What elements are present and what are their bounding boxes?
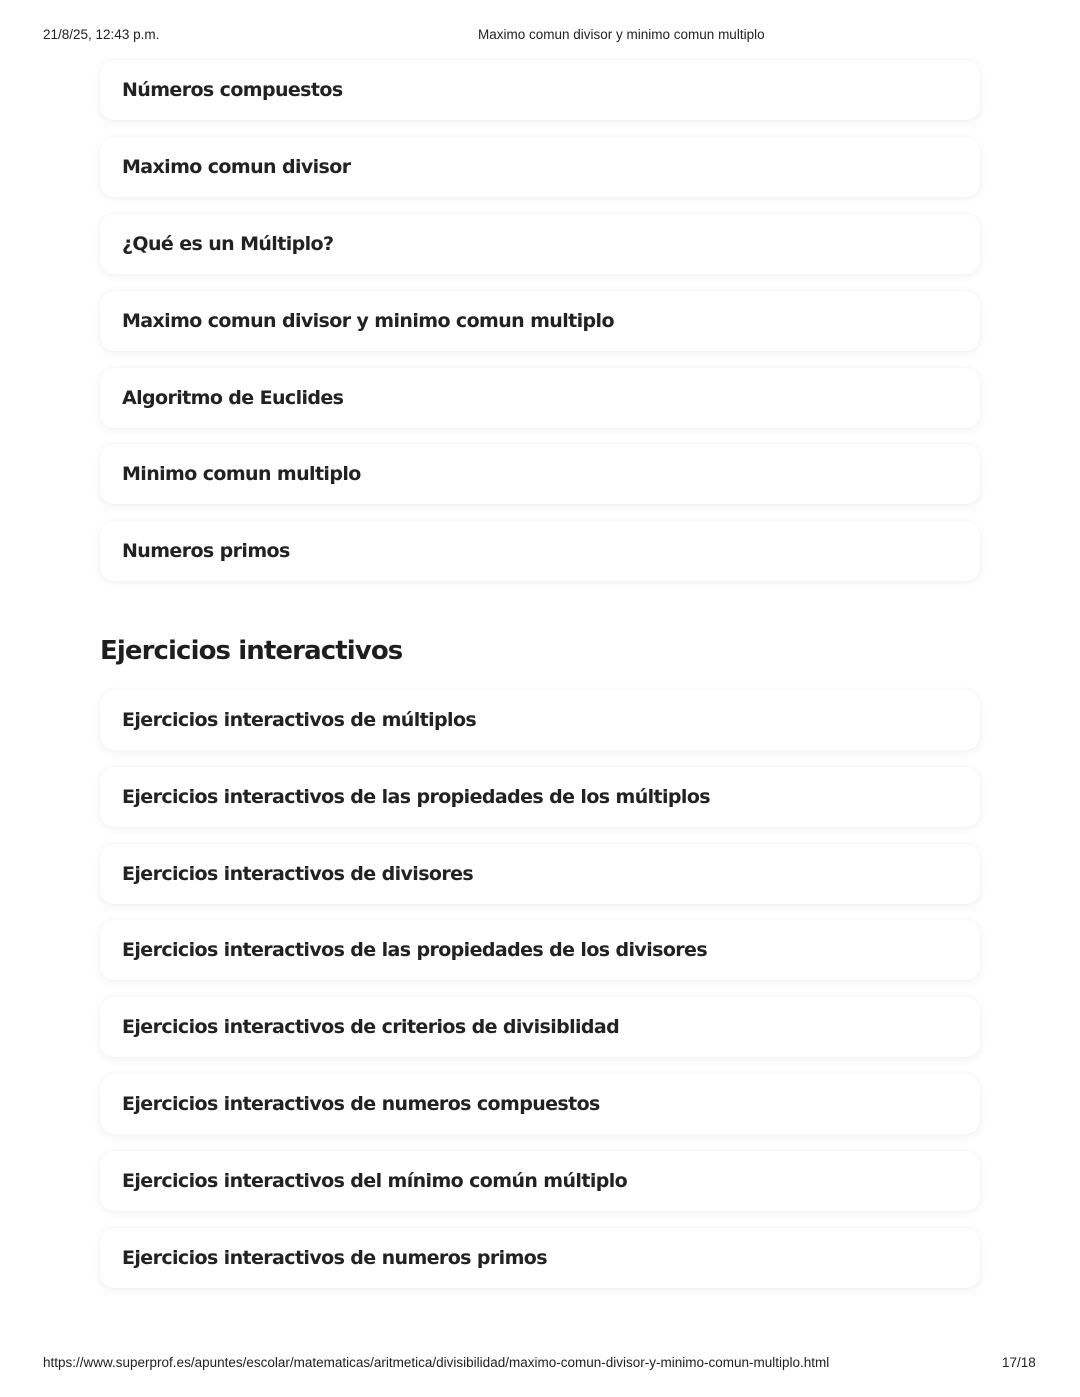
topic-label: Maximo comun divisor y minimo comun multiplo: [122, 310, 614, 332]
exercise-link-propiedades-multiplos[interactable]: [100, 767, 980, 827]
exercise-link-numeros-compuestos[interactable]: [100, 1074, 980, 1134]
print-datetime: 21/8/25, 12:43 p.m.: [43, 27, 160, 42]
exercise-label: Ejercicios interactivos del mínimo común múltiplo: [122, 1170, 628, 1192]
exercise-link-minimo-comun-multiplo[interactable]: [100, 1151, 980, 1211]
exercise-label: Ejercicios interactivos de criterios de divisiblidad: [122, 1016, 620, 1038]
topic-label: Algoritmo de Euclides: [122, 387, 344, 409]
exercise-label: Ejercicios interactivos de las propiedades de los múltiplos: [122, 786, 711, 808]
exercise-link-multiplos[interactable]: [100, 690, 980, 750]
topic-link-algoritmo-de-euclides[interactable]: [100, 368, 980, 428]
topic-link-minimo-comun-multiplo[interactable]: [100, 444, 980, 504]
topic-link-que-es-un-multiplo[interactable]: [100, 214, 980, 274]
topic-link-numeros-compuestos[interactable]: [100, 60, 980, 120]
topic-label: Maximo comun divisor: [122, 156, 351, 178]
exercise-label: Ejercicios interactivos de múltiplos: [122, 709, 477, 731]
exercise-label: Ejercicios interactivos de numeros compuestos: [122, 1093, 600, 1115]
topic-label: Minimo comun multiplo: [122, 463, 361, 485]
topic-link-mcd-y-mcm[interactable]: [100, 291, 980, 351]
exercise-label: Ejercicios interactivos de numeros primos: [122, 1247, 547, 1269]
exercise-link-divisores[interactable]: [100, 844, 980, 904]
topic-label: Números compuestos: [122, 79, 343, 101]
print-document-title: Maximo comun divisor y minimo comun multiplo: [478, 27, 765, 42]
exercise-label: Ejercicios interactivos de divisores: [122, 863, 474, 885]
topic-link-maximo-comun-divisor[interactable]: [100, 137, 980, 197]
topic-label: ¿Qué es un Múltiplo?: [122, 233, 334, 255]
exercise-link-propiedades-divisores[interactable]: [100, 920, 980, 980]
topic-link-numeros-primos[interactable]: [100, 521, 980, 581]
exercise-link-criterios-divisibilidad[interactable]: [100, 997, 980, 1057]
exercise-label: Ejercicios interactivos de las propiedades de los divisores: [122, 939, 708, 961]
section-title-ejercicios: Ejercicios interactivos: [100, 636, 403, 666]
topic-label: Numeros primos: [122, 540, 290, 562]
exercise-link-numeros-primos[interactable]: [100, 1228, 980, 1288]
print-page-number: 17/18: [1002, 1355, 1036, 1370]
print-header: [0, 27, 1080, 45]
print-page-url: https://www.superprof.es/apuntes/escolar/matematicas/aritmetica/divisibilidad/maximo-comun-divisor-y-minimo-comun-multiplo.html: [43, 1355, 830, 1370]
